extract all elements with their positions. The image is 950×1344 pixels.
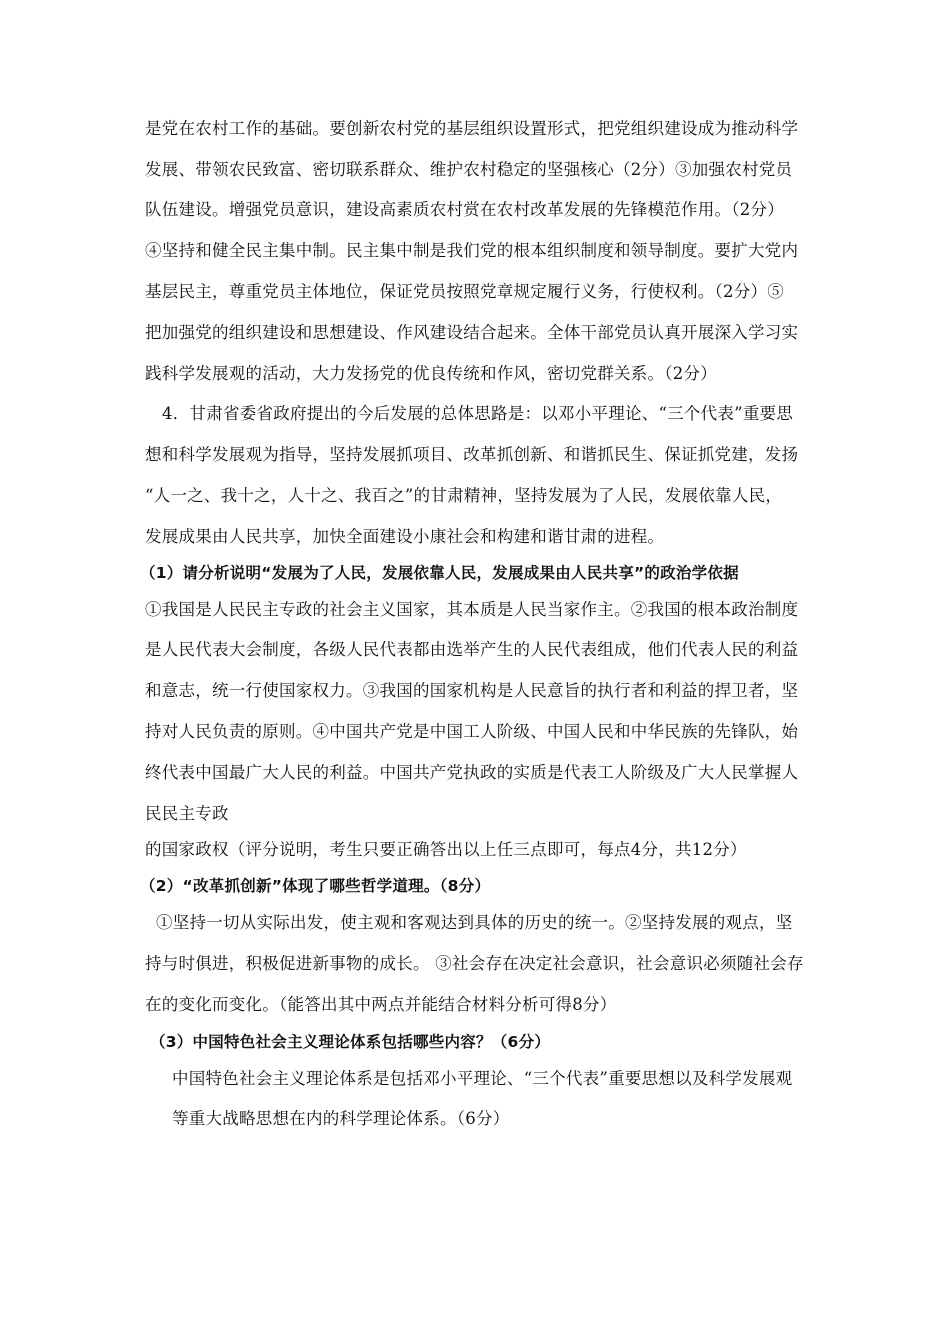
text-line: “人一之、我十之，人十之、我百之”的甘肃精神，坚持发展为了人民，发展依靠人民， xyxy=(145,486,783,505)
subquestion-1-heading: （1）请分析说明“发展为了人民，发展依靠人民，发展成果由人民共享”的政治学依据 xyxy=(140,564,739,582)
question-4-line: 4．甘肃省委省政府提出的今后发展的总体思路是：以邓小平理论、“三个代表”重要思 xyxy=(162,404,794,423)
text-line: 等重大战略思想在内的科学理论体系。（6分） xyxy=(172,1109,510,1128)
text-line: 是人民代表大会制度，各级人民代表都由选举产生的人民代表组成，他们代表人民的利益 xyxy=(145,640,799,659)
text-line: 队伍建设。增强党员意识，建设高素质农村赏在农村改革发展的先锋模范作用。（2分） xyxy=(145,200,784,219)
text-line: 民民主专政 xyxy=(145,804,229,823)
text-line: 在的变化而变化。（能答出其中两点并能结合材料分析可得8分） xyxy=(145,995,617,1014)
text-line: ④坚持和健全民主集中制。民主集中制是我们党的根本组织制度和领导制度。要扩大党内 xyxy=(145,241,799,260)
text-line: 中国特色社会主义理论体系是包括邓小平理论、“三个代表”重要思想以及科学发展观 xyxy=(172,1069,793,1088)
subquestion-3-heading: （3）中国特色社会主义理论体系包括哪些内容？（6分） xyxy=(150,1033,551,1051)
text-line: ①坚持一切从实际出发，使主观和客观达到具体的历史的统一。②坚持发展的观点，坚 xyxy=(156,913,793,932)
text-line: 发展、带领农民致富、密切联系群众、维护农村稳定的坚强核心（2分）③加强农村党员 xyxy=(145,160,793,179)
text-line: 想和科学发展观为指导，坚持发展抓项目、改革抓创新、和谐抓民生、保证抓党建，发扬 xyxy=(145,445,799,464)
subquestion-2-heading: （2）“改革抓创新”体现了哪些哲学道理。（8分） xyxy=(140,877,491,895)
text-line: 是党在农村工作的基础。要创新农村党的基层组织设置形式，把党组织建设成为推动科学 xyxy=(145,119,799,138)
text-line: 持与时俱进，积极促进新事物的成长。 ③社会存在决定社会意识，社会意识必须随社会存 xyxy=(145,954,804,973)
text-line: ①我国是人民民主专政的社会主义国家，其本质是人民当家作主。②我国的根本政治制度 xyxy=(145,600,799,619)
text-line: 持对人民负责的原则。④中国共产党是中国工人阶级、中国人民和中华民族的先锋队，始 xyxy=(145,722,799,741)
text-line: 终代表中国最广大人民的利益。中国共产党执政的实质是代表工人阶级及广大人民掌握人 xyxy=(145,763,799,782)
text-line: 的国家政权（评分说明，考生只要正确答出以上任三点即可，每点4分，共12分） xyxy=(145,840,747,859)
text-line: 和意志，统一行使国家权力。③我国的国家机构是人民意旨的执行者和利益的捍卫者，坚 xyxy=(145,681,799,700)
text-line: 发展成果由人民共享，加快全面建设小康社会和构建和谐甘肃的进程。 xyxy=(145,527,665,546)
text-line: 基层民主，尊重党员主体地位，保证党员按照党章规定履行义务，行使权利。（2分）⑤ xyxy=(145,282,784,301)
text-line: 践科学发展观的活动，大力发扬党的优良传统和作风，密切党群关系。（2分） xyxy=(145,364,717,383)
text-line: 把加强党的组织建设和思想建设、作风建设结合起来。全体干部党员认真开展深入学习实 xyxy=(145,323,799,342)
